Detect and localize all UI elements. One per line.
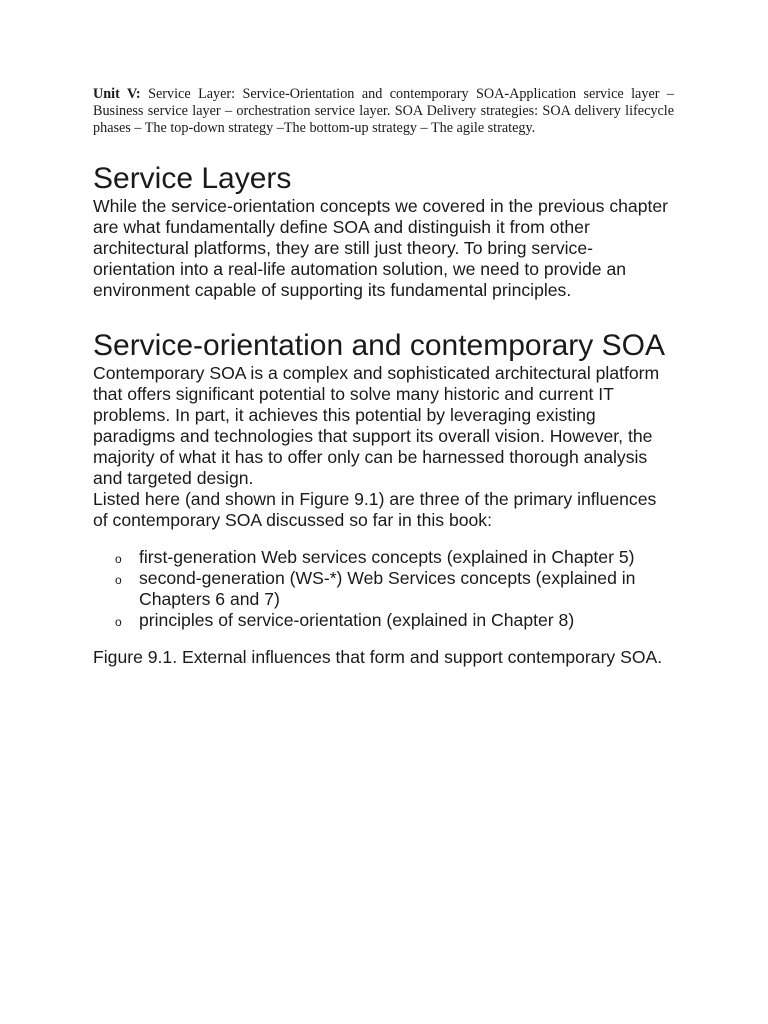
list-item [115, 567, 674, 610]
list-item-text: first-generation Web services concepts (explained in Chapter 5) [139, 546, 635, 567]
paragraph-contemporary-soa: Contemporary SOA is a complex and sophisticated architectural platform that offers significant potential to solve many historic and current IT problems. In part, it achieves this potential by leveraging existing paradigms and technologies that support its overall vision. However, the majority of what it has to offer only can be harnessed thorough analysis and targeted design. [93, 362, 660, 488]
figure-caption: Figure 9.1. External influences that form and support contemporary SOA. [93, 646, 663, 667]
bullet-circle-icon: o [115, 572, 122, 587]
document-page [93, 86, 674, 668]
unit-text: Service Layer: Service-Orientation and contemporary SOA-Application service layer – Business service layer – orchestration service layer. SOA Delivery strategies: SOA delivery lifecycle phases – The top-down strategy –The bottom-up strategy – The agile strategy. [93, 86, 675, 137]
heading-service-orientation-contemporary-soa: Service-orientation and contemporary SOA [93, 328, 665, 362]
heading-service-layers: Service Layers [93, 161, 292, 195]
bullet-circle-icon: o [115, 551, 122, 566]
paragraph-service-layers: While the service-orientation concepts we covered in the previous chapter are what fundamentally define SOA and distinguish it from other architectural platforms, they are still just theory. To bring service-orientation into a real-life automation solution, we need to provide an environment capable of supporting its fundamental principles. [93, 195, 669, 300]
bullet-circle-icon: o [115, 614, 122, 629]
influences-list [93, 547, 674, 631]
list-item-text: second-generation (WS-*) Web Services concepts (explained in Chapters 6 and 7) [139, 567, 636, 609]
list-item-text: principles of service-orientation (explained in Chapter 8) [139, 609, 575, 630]
list-item [115, 546, 674, 568]
list-item [115, 609, 674, 631]
paragraph-primary-influences: Listed here (and shown in Figure 9.1) are three of the primary influences of contemporary SOA discussed so far in this book: [93, 488, 657, 530]
unit-summary [93, 86, 674, 138]
unit-label: Unit V: [93, 86, 141, 102]
